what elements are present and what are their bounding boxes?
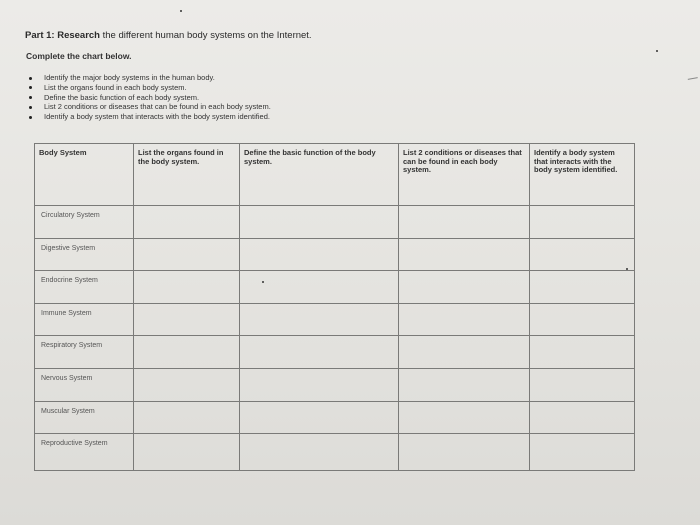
conditions-cell[interactable] bbox=[399, 303, 530, 336]
organs-cell[interactable] bbox=[134, 271, 240, 304]
row-label: Circulatory System bbox=[35, 206, 134, 239]
organs-cell[interactable] bbox=[134, 336, 240, 369]
conditions-cell[interactable] bbox=[399, 434, 530, 471]
row-label: Respiratory System bbox=[35, 336, 134, 369]
instruction-item: Identify a body system that interacts with the body system identified. bbox=[28, 112, 271, 122]
interacting-system-cell[interactable] bbox=[530, 303, 635, 336]
organs-cell[interactable] bbox=[134, 238, 240, 271]
interacting-system-cell[interactable] bbox=[530, 401, 635, 434]
organs-cell[interactable] bbox=[134, 368, 240, 401]
instruction-item: Define the basic function of each body system. bbox=[28, 93, 271, 103]
interacting-system-cell[interactable] bbox=[530, 368, 635, 401]
table-row bbox=[35, 271, 635, 304]
interacting-system-cell[interactable] bbox=[530, 206, 635, 239]
table-row bbox=[35, 368, 635, 401]
organs-cell[interactable] bbox=[134, 303, 240, 336]
part-instruction: the different human body systems on the Internet. bbox=[99, 30, 312, 41]
header-conditions: List 2 conditions or diseases that can be found in each body system. bbox=[399, 144, 530, 206]
function-cell[interactable] bbox=[240, 401, 399, 434]
table-row bbox=[35, 303, 635, 336]
table-row bbox=[35, 336, 635, 369]
function-cell[interactable] bbox=[240, 303, 399, 336]
instruction-item: List the organs found in each body system. bbox=[28, 83, 271, 93]
function-cell[interactable] bbox=[240, 238, 399, 271]
paper-speck bbox=[262, 281, 264, 283]
function-cell[interactable] bbox=[240, 434, 399, 471]
page-title bbox=[25, 30, 312, 41]
interacting-system-cell[interactable] bbox=[530, 434, 635, 471]
organs-cell[interactable] bbox=[134, 401, 240, 434]
row-label: Immune System bbox=[35, 303, 134, 336]
table-row bbox=[35, 434, 635, 471]
paper-speck bbox=[656, 50, 658, 52]
interacting-system-cell[interactable] bbox=[530, 238, 635, 271]
row-label: Digestive System bbox=[35, 238, 134, 271]
organs-cell[interactable] bbox=[134, 434, 240, 471]
function-cell[interactable] bbox=[240, 368, 399, 401]
conditions-cell[interactable] bbox=[399, 336, 530, 369]
header-function: Define the basic function of the body system. bbox=[240, 144, 399, 206]
function-cell[interactable] bbox=[240, 206, 399, 239]
instruction-item: Identify the major body systems in the human body. bbox=[28, 73, 271, 83]
table-row bbox=[35, 206, 635, 239]
row-label: Reproductive System bbox=[35, 434, 134, 471]
instruction-item: List 2 conditions or diseases that can be found in each body system. bbox=[28, 102, 271, 112]
table-row bbox=[35, 401, 635, 434]
part-label: Part 1: Research bbox=[25, 30, 100, 41]
conditions-cell[interactable] bbox=[399, 238, 530, 271]
conditions-cell[interactable] bbox=[399, 368, 530, 401]
function-cell[interactable] bbox=[240, 271, 399, 304]
instruction-list bbox=[28, 73, 271, 122]
header-organs: List the organs found in the body system. bbox=[134, 144, 240, 206]
conditions-cell[interactable] bbox=[399, 206, 530, 239]
header-body-system: Body System bbox=[35, 144, 134, 206]
row-label: Nervous System bbox=[35, 368, 134, 401]
paper-speck bbox=[180, 10, 182, 12]
chart-instruction: Complete the chart below. bbox=[26, 51, 132, 61]
interacting-system-cell[interactable] bbox=[530, 336, 635, 369]
organs-cell[interactable] bbox=[134, 206, 240, 239]
table-row bbox=[35, 238, 635, 271]
edge-mark bbox=[688, 77, 699, 83]
row-label: Endocrine System bbox=[35, 271, 134, 304]
chart-header-row bbox=[35, 144, 635, 206]
paper-speck bbox=[626, 268, 628, 270]
function-cell[interactable] bbox=[240, 336, 399, 369]
conditions-cell[interactable] bbox=[399, 401, 530, 434]
interacting-system-cell[interactable] bbox=[530, 271, 635, 304]
body-systems-chart bbox=[34, 143, 635, 471]
header-interacting-system: Identify a body system that interacts with the body system identified. bbox=[530, 144, 635, 206]
conditions-cell[interactable] bbox=[399, 271, 530, 304]
row-label: Muscular System bbox=[35, 401, 134, 434]
